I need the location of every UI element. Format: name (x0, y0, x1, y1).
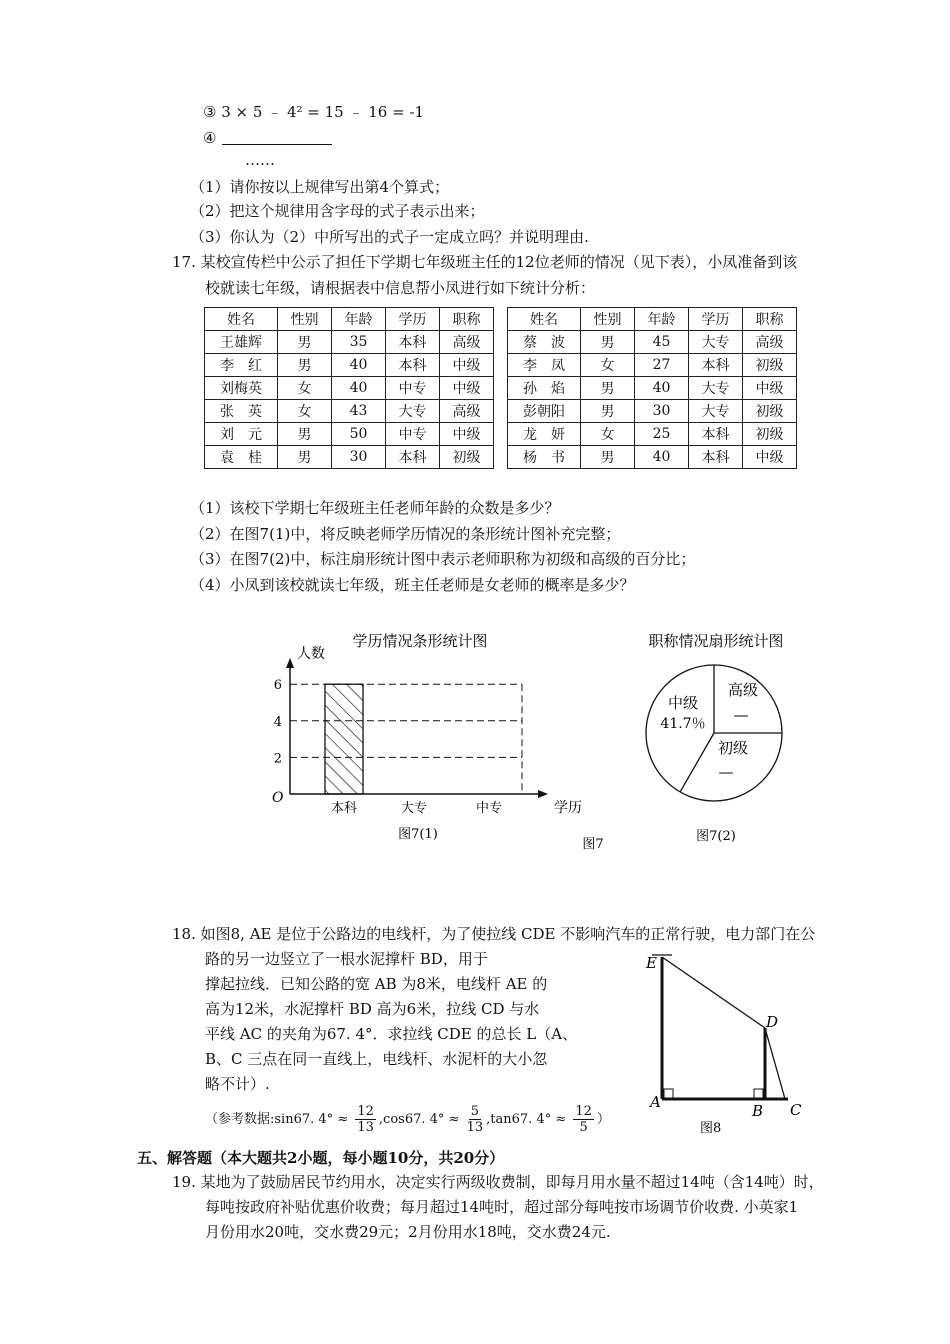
q18-line-6: B、C 三点在同一直线上，电线杆、水泥杆的大小忽 (205, 1050, 548, 1068)
ref-tan-label: ,tan67. 4° (486, 1112, 552, 1127)
ref-tan-num: 12 (575, 1104, 592, 1119)
table-cell: 大专 (689, 331, 743, 354)
table-cell: 25 (635, 423, 689, 446)
figure-8 (640, 945, 810, 1145)
pie-value-middle: 41.7％ (660, 716, 706, 732)
table-header-cell: 姓名 (205, 308, 278, 331)
q17-part-4: （4）小凤到该校就读七年级，班主任老师是女老师的概率是多少？ (190, 576, 635, 594)
table-cell: 孙 焰 (508, 377, 581, 400)
table-cell: 35 (332, 331, 386, 354)
table-gap (494, 400, 508, 423)
table-cell: 本科 (386, 354, 440, 377)
table-cell: 男 (278, 423, 332, 446)
y-tick-label: 4 (273, 714, 282, 730)
origin-label: O (272, 790, 284, 806)
table-cell: 男 (581, 331, 635, 354)
table-row (205, 331, 797, 354)
table-cell: 中级 (743, 446, 797, 469)
table-cell: 43 (332, 400, 386, 423)
fig7-2-caption: 图7(2) (696, 829, 736, 844)
table-cell: 45 (635, 331, 689, 354)
y-axis-arrow (286, 658, 294, 668)
table-cell: 李 红 (205, 354, 278, 377)
ref-tan-fraction (573, 1104, 594, 1135)
answer-blank[interactable] (222, 130, 332, 145)
table-cell: 本科 (689, 423, 743, 446)
pie-chart-title: 职称情况扇形统计图 (648, 632, 784, 650)
table-cell: 高级 (440, 400, 494, 423)
table-cell: 中专 (386, 423, 440, 446)
table-cell: 40 (332, 377, 386, 400)
title-pie-chart (646, 632, 784, 844)
ref-sin-label: （参考数据:sin67. 4° (205, 1112, 334, 1127)
bar-chart-title: 学历情况条形统计图 (352, 632, 488, 650)
table-cell: 30 (635, 400, 689, 423)
q19-line-1: 19. 某地为了鼓励居民节约用水，决定实行两级收费制，即每月用水量不超过14吨（含14吨）时， (172, 1173, 824, 1191)
q18-line-2: 路的另一边竖立了一根水泥撑杆 BD，用于 (205, 950, 488, 968)
table-cell: 高级 (440, 331, 494, 354)
table-cell: 男 (581, 446, 635, 469)
table-gap (494, 354, 508, 377)
q18-line-5: 平线 AC 的夹角为67. 4°．求拉线 CDE 的总长 L（A、 (205, 1025, 578, 1043)
bar-chart-x-label: 学历 (554, 800, 582, 816)
pie-value-senior: — (733, 706, 749, 724)
right-angle-B (754, 1089, 763, 1098)
table-cell: 40 (635, 446, 689, 469)
table-cell: 初级 (440, 446, 494, 469)
ref-sin-num: 12 (357, 1104, 374, 1119)
table-cell: 大专 (689, 400, 743, 423)
table-cell: 大专 (689, 377, 743, 400)
table-cell: 本科 (689, 446, 743, 469)
table-cell: 大专 (386, 400, 440, 423)
table-row (205, 446, 797, 469)
table-cell: 刘梅英 (205, 377, 278, 400)
pattern-ellipsis: …… (245, 151, 275, 169)
pie-label-senior: 高级 (727, 681, 759, 699)
table-cell: 初级 (743, 354, 797, 377)
pie-label-junior: 初级 (717, 739, 749, 757)
table-header-cell: 性别 (278, 308, 332, 331)
label-A: A (650, 1093, 661, 1111)
pattern-line-3: ③ 3 × 5 ﹣ 4² = 15 ﹣ 16 = -1 (203, 103, 425, 121)
fig7-caption: 图7 (582, 837, 604, 852)
table-cell: 27 (635, 354, 689, 377)
education-bar-chart (272, 632, 582, 842)
table-cell: 男 (278, 354, 332, 377)
table-gap (494, 308, 508, 331)
q17-stem-line-1: 17. 某校宣传栏中公示了担任下学期七年级班主任的12位老师的情况（见下表），小凤准备到该 (172, 253, 798, 271)
table-cell: 女 (278, 377, 332, 400)
teacher-table (204, 307, 797, 469)
table-cell: 中级 (440, 377, 494, 400)
table-gap (494, 331, 508, 354)
wire-ED (662, 957, 765, 1028)
table-cell: 本科 (386, 331, 440, 354)
table-row (205, 400, 797, 423)
bar-chart-y-label: 人数 (297, 646, 325, 662)
figure-7 (0, 620, 950, 860)
ref-tan-den: 5 (579, 1120, 588, 1135)
table-header-cell: 性别 (581, 308, 635, 331)
x-category-label: 中专 (475, 801, 503, 816)
label-D: D (766, 1013, 779, 1031)
q19-line-3: 月份用水20吨，交水费29元；2月份用水18吨，交水费24元. (205, 1223, 611, 1241)
section-5-heading: 五、解答题（本大题共2小题，每小题10分，共20分） (137, 1149, 505, 1167)
q17-stem-line-2: 校就读七年级，请根据表中信息帮小凤进行如下统计分析： (205, 279, 596, 297)
table-gap (494, 377, 508, 400)
q16-part-1: （1）请你按以上规律写出第4个算式； (190, 178, 450, 196)
table-header-cell: 姓名 (508, 308, 581, 331)
q17-part-3: （3）在图7(2)中，标注扇形统计图中表示老师职称为初级和高级的百分比； (190, 550, 696, 568)
q16-part-2: （2）把这个规律用含字母的式子表示出来； (190, 202, 485, 220)
table-cell: 男 (278, 446, 332, 469)
table-cell: 女 (278, 400, 332, 423)
table-cell: 男 (581, 377, 635, 400)
label-E: E (646, 954, 657, 972)
table-cell: 女 (581, 423, 635, 446)
table-row (205, 354, 797, 377)
table-cell: 中专 (386, 377, 440, 400)
table-cell: 30 (332, 446, 386, 469)
table-cell: 张 英 (205, 400, 278, 423)
table-header-cell: 年龄 (332, 308, 386, 331)
table-header-row (205, 308, 797, 331)
q17-part-1: （1）该校下学期七年级班主任老师年龄的众数是多少？ (190, 499, 560, 517)
table-cell: 中级 (440, 423, 494, 446)
x-category-label: 大专 (400, 801, 428, 816)
pie-slice-boundary (680, 733, 714, 792)
q18-line-3: 撑起拉线．已知公路的宽 AB 为8米，电线杆 AE 的 (205, 975, 548, 993)
table-cell: 本科 (386, 446, 440, 469)
ref-cos-fraction (467, 1104, 484, 1135)
table-cell: 彭朝阳 (508, 400, 581, 423)
table-cell: 40 (332, 354, 386, 377)
q17-part-2: （2）在图7(1)中，将反映老师学历情况的条形统计图补充完整； (190, 525, 621, 543)
ref-cos-den: 13 (466, 1120, 484, 1135)
pie-value-junior: — (718, 763, 734, 781)
table-row (205, 423, 797, 446)
table-cell: 初级 (743, 423, 797, 446)
q18-line-1: 18. 如图8, AE 是位于公路边的电线杆，为了使拉线 CDE 不影响汽车的正常行驶，电力部门在公 (172, 925, 816, 943)
ref-sin-den: 13 (357, 1120, 374, 1135)
table-cell: 中级 (440, 354, 494, 377)
x-axis-arrow (538, 790, 548, 798)
table-cell: 男 (278, 331, 332, 354)
right-angle-A (664, 1089, 673, 1098)
ref-approx-3: ≈ (555, 1112, 567, 1127)
table-cell: 男 (581, 400, 635, 423)
pie-label-middle: 中级 (667, 694, 699, 712)
table-cell: 本科 (689, 354, 743, 377)
table-cell: 李 凤 (508, 354, 581, 377)
table-header-cell: 学历 (386, 308, 440, 331)
y-tick-label: 6 (273, 678, 282, 694)
ref-suffix: ） (596, 1112, 610, 1127)
ref-cos-label: ,cos67. 4° (378, 1112, 445, 1127)
q18-reference-data (205, 1100, 610, 1140)
q19-line-2: 每吨按政府补贴优惠价收费；每月超过14吨时，超过部分每吨按市场调节价收费. 小英家1 (205, 1198, 799, 1216)
q16-part-3: （3）你认为（2）中所写出的式子一定成立吗？并说明理由. (190, 228, 589, 246)
table-gap (494, 446, 508, 469)
table-cell: 中级 (743, 377, 797, 400)
ref-cos-num: 5 (470, 1104, 479, 1119)
pattern-line-4 (203, 128, 332, 148)
table-cell: 蔡 波 (508, 331, 581, 354)
ref-sin-fraction (355, 1104, 376, 1135)
table-cell: 袁 桂 (205, 446, 278, 469)
wire-DC (765, 1028, 785, 1099)
pattern-line-4-label: ④ (203, 129, 217, 147)
table-gap (494, 423, 508, 446)
label-C: C (790, 1101, 802, 1119)
table-cell: 王雄辉 (205, 331, 278, 354)
table-cell: 50 (332, 423, 386, 446)
fig8-caption: 图8 (700, 1121, 722, 1136)
table-header-cell: 职称 (743, 308, 797, 331)
table-header-cell: 职称 (440, 308, 494, 331)
ref-approx-2: ≈ (448, 1112, 460, 1127)
table-cell: 杨 书 (508, 446, 581, 469)
table-cell: 高级 (743, 331, 797, 354)
q18-line-7: 略不计）. (205, 1075, 270, 1093)
ref-approx-1: ≈ (337, 1112, 349, 1127)
table-cell: 刘 元 (205, 423, 278, 446)
q18-line-4: 高为12米，水泥撑杆 BD 高为6米，拉线 CD 与水 (205, 1000, 540, 1018)
bar-0 (325, 684, 363, 794)
label-B: B (752, 1102, 764, 1120)
fig7-1-caption: 图7(1) (398, 827, 438, 842)
x-category-label: 本科 (330, 801, 358, 816)
table-cell: 初级 (743, 400, 797, 423)
table-cell: 女 (581, 354, 635, 377)
table-header-cell: 学历 (689, 308, 743, 331)
table-cell: 龙 妍 (508, 423, 581, 446)
y-tick-label: 2 (273, 751, 282, 767)
table-header-cell: 年龄 (635, 308, 689, 331)
table-row (205, 377, 797, 400)
table-cell: 40 (635, 377, 689, 400)
